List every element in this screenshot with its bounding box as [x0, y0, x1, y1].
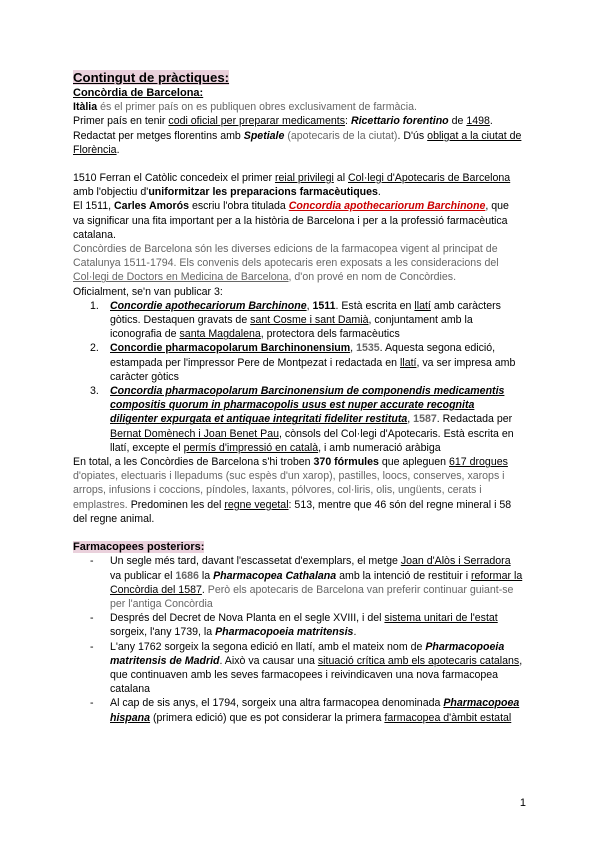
document-body — [73, 70, 523, 725]
paragraph-italia: Itàlia és el primer país on es publiquen obres exclusivament de farmàcia. — [73, 101, 417, 114]
paragraph-redactat: Redactat per metges florentins amb Spetiale (apotecaris de la ciutat). D'ús obligat a la ciutat de Florència. — [73, 129, 522, 156]
farmacopees-list — [73, 554, 523, 724]
list-item: - Al cap de sis anys, el 1794, sorgeix una altra farmacopea denominada Pharmacopoea hispana (primera edició) que es pot considerar la primera farmacopea d'àmbit estatal — [90, 697, 520, 724]
concordies-list — [73, 299, 523, 455]
page-heading — [73, 70, 523, 86]
list-item: 3. Concordia pharmacopolarum Barcinonensium de componendis medicamentis compositis quorum in pharmacopolis usus est nuper accurate recognita diligenter expurgata et antiquae integritati fideliter restituta, 1587. Redactada per Bernat Domènech i Joan Benet Pau, cònsols del Col·legi d'Apotecaris. Està escrita en llatí, excepte el permís d'impressió en català, i amb numeració aràbiga — [90, 385, 514, 454]
list-item: - L'any 1762 sorgeix la segona edició en llatí, amb el mateix nom de Pharmacopoeia matritensis de Madrid. Això va causar una situació crítica amb els apotecaris catalans, que continuaven amb les seves farmacopees i reivindicaven una nova farmacopea catalana — [90, 640, 523, 696]
list-item: 2. Concordie pharmacopolarum Barchinonensium, 1535. Aquesta segona edició, estampada per l'impressor Pere de Montpezat i redactada en llatí, va ser impresa amb caràcter gòtics — [90, 342, 516, 383]
heading-text: Contingut de pràctiques: — [73, 70, 230, 85]
section-title-concordia: Concòrdia de Barcelona: — [73, 87, 204, 99]
section-title-farmacopees: Farmacopees posteriors: — [73, 541, 205, 554]
paragraph-en-total: En total, a les Concòrdies de Barcelona s'hi troben 370 fórmules que apleguen 617 drogues d'opiates, electuaris i llepadums (suc espès d'un xarop), pastilles, loocs, conserves, xarops i arrops, infusions i coccions, píndoles, laxants, pólvores, col·liris, olis, ungüents, cerats i emplastres. Predominen les del regne vegetal: 513, mentre que 46 són del regne mineral i 58 del regne animal. — [73, 456, 512, 525]
list-item: - Després del Decret de Nova Planta en el segle XVIII, i del sistema unitari de l'estat sorgeix, l'any 1739, la Pharmacopoeia matritensis. — [90, 612, 498, 639]
paragraph-1511: El 1511, Carles Amorós escriu l'obra titulada Concordia apothecariorum Barchinone, que va significar una fita important per a la història de Barcelona i per a la professió farmacèutica catalana. — [73, 200, 509, 241]
paragraph-oficialment: Oficialment, se'n van publicar 3: — [73, 285, 223, 298]
paragraph-concordies: Concòrdies de Barcelona són les diverses edicions de la farmacopea vigent al principat de Catalunya 1511-1794. Els convenis dels apotecaris eren exposats a les consideracions del Col·legi de Doctors en Medicina de Barcelona, d'on prové en nom de Concòrdies. — [73, 243, 499, 284]
list-item: - Un segle més tard, davant l'escassetat d'exemplars, el metge Joan d'Alòs i Serradora va publicar el 1686 la Pharmacopea Cathalana amb la intenció de restituir i reformar la Concòrdia del 1587. Però els apotecaris de Barcelona van preferir continuar guiant-se per l'antiga Concòrdia — [90, 555, 523, 610]
list-item: 1. Concordie apothecariorum Barchinone, 1511. Està escrita en llatí amb caràcters gòtics. Destaquen gravats de sant Cosme i sant Damià, conjuntament amb la iconografia de santa Magdalena, protectora dels farmacèutics — [90, 299, 501, 341]
page-number: 1 — [519, 797, 526, 809]
paragraph-codi: Primer país en tenir codi oficial per preparar medicaments: Ricettario forentino de 1498. — [73, 115, 493, 128]
paragraph-1510: 1510 Ferran el Catòlic concedeix el primer reial privilegi al Col·legi d'Apotecaris de Barcelona amb l'objectiu d'uniformitzar les preparacions farmacèutiques. — [73, 172, 511, 199]
